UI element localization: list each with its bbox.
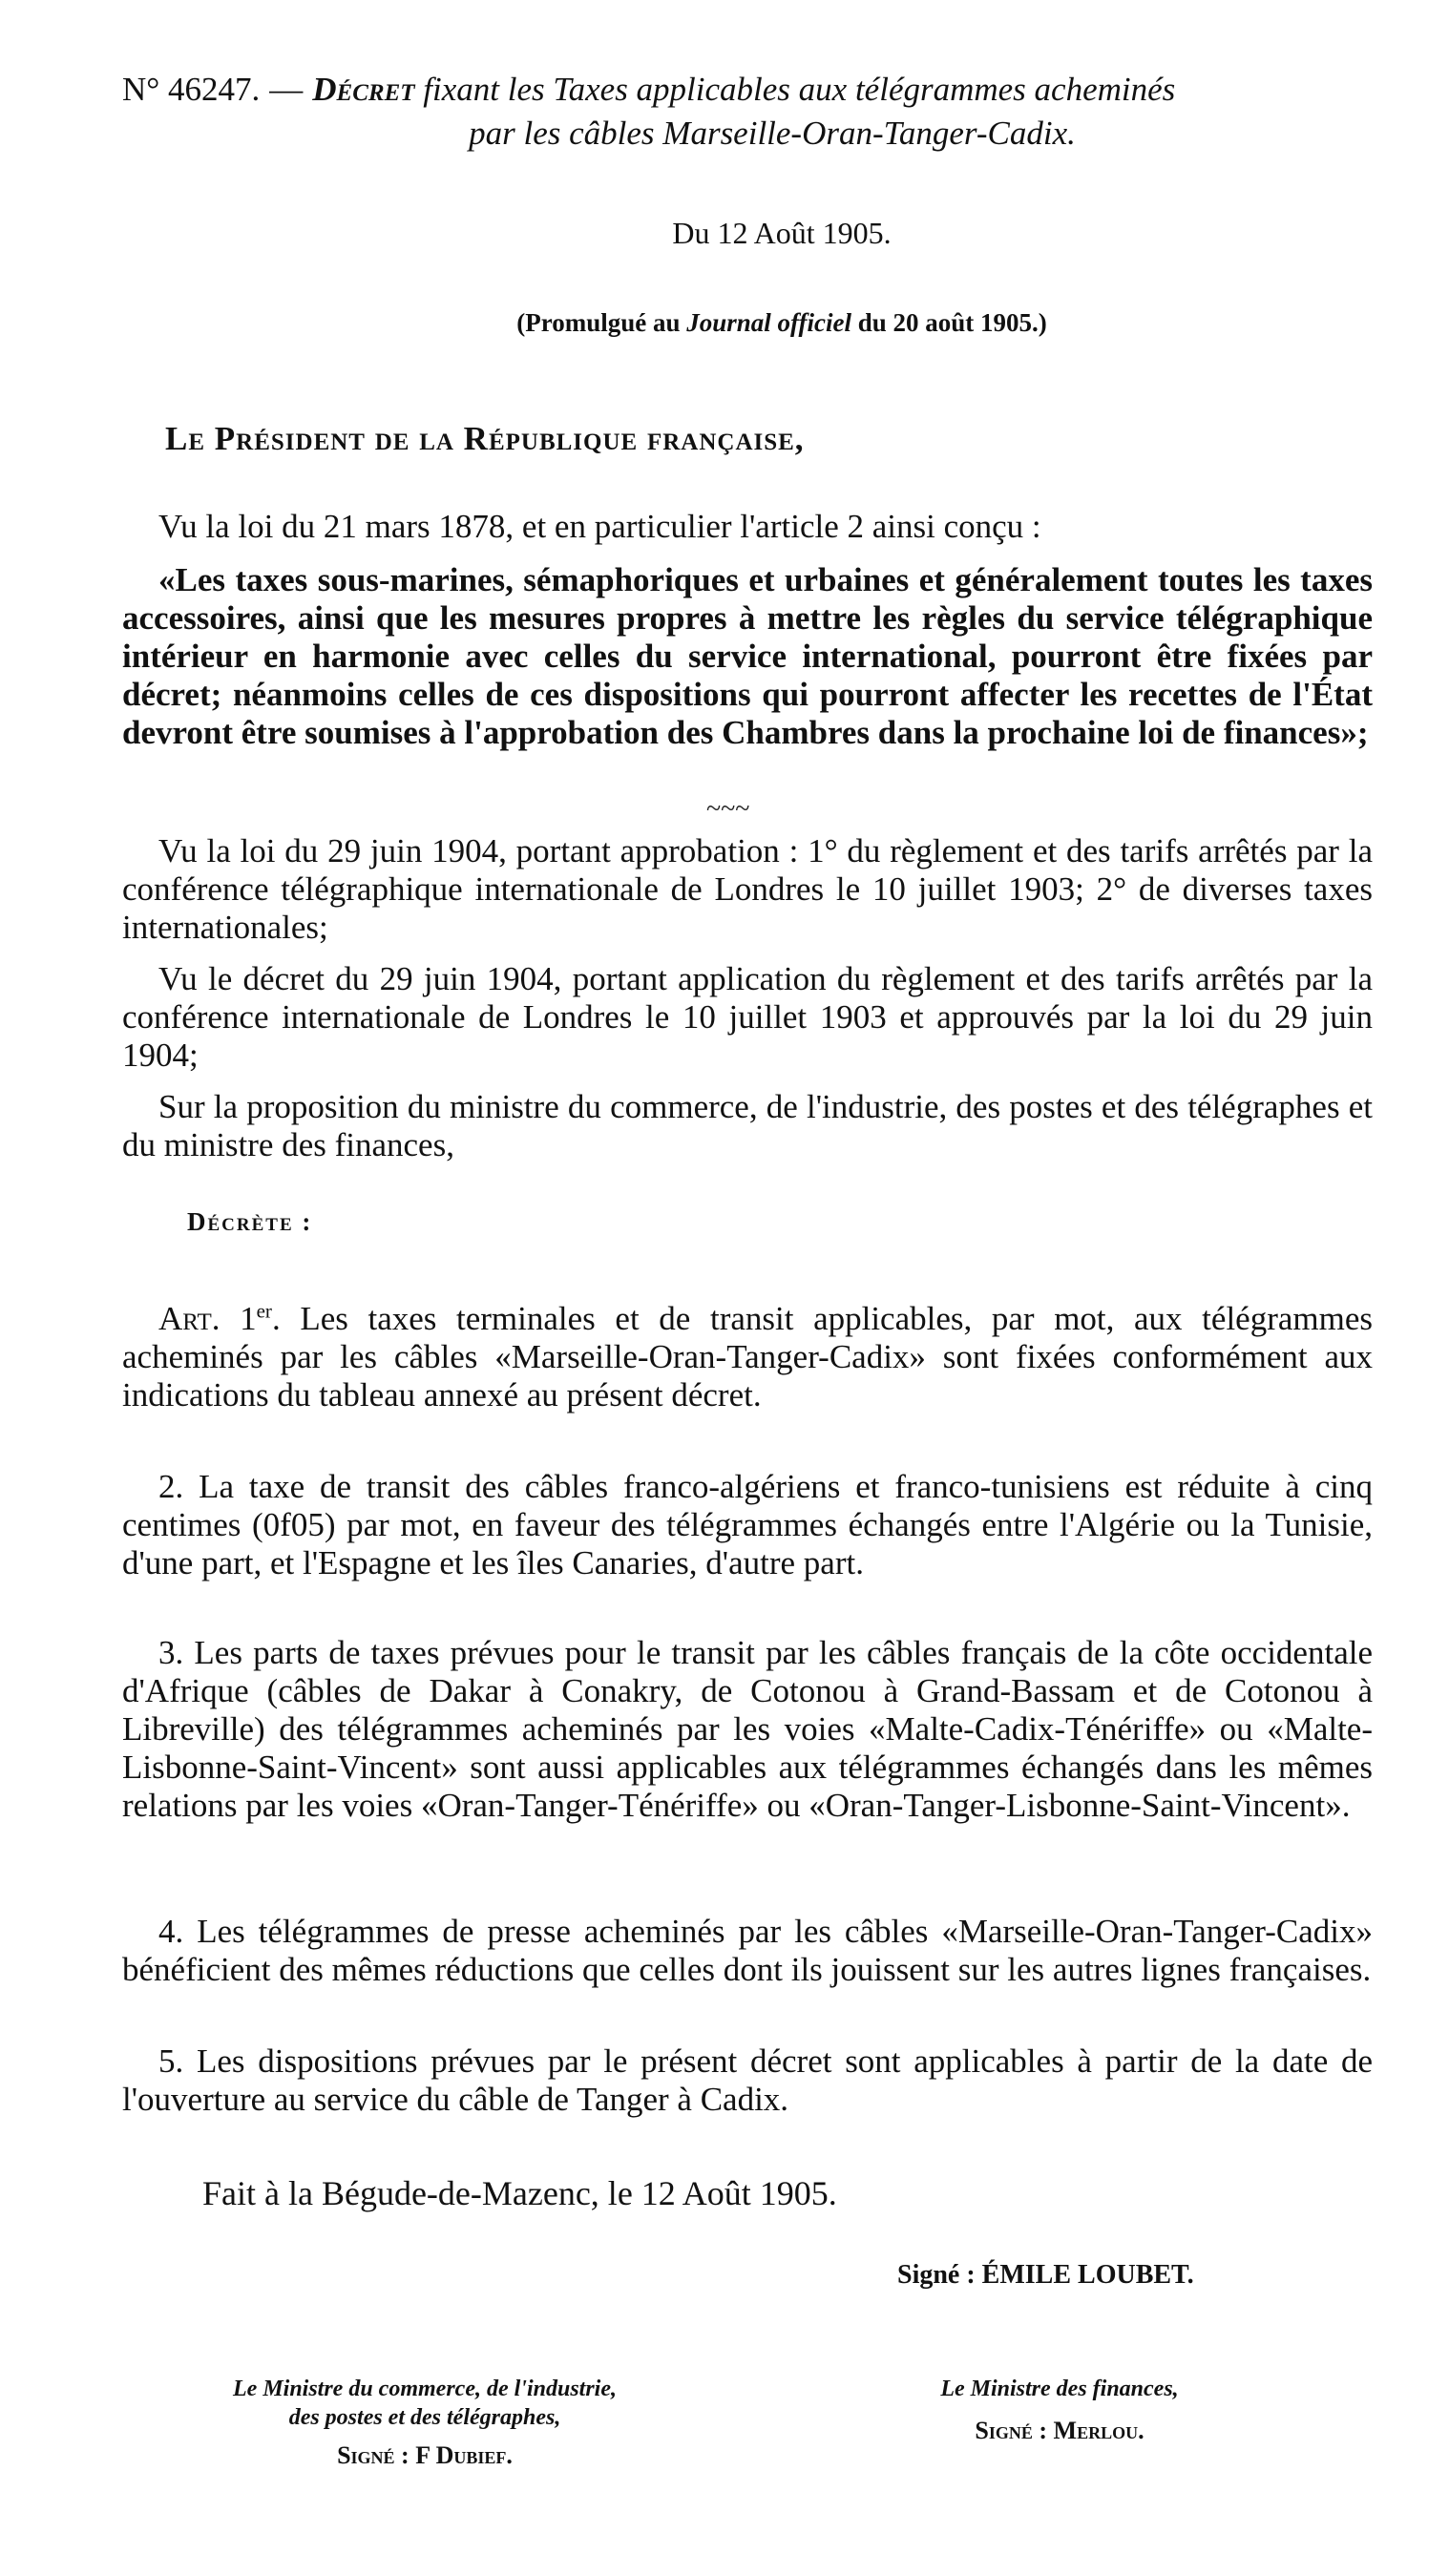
journal-officiel: Journal officiel — [686, 308, 851, 337]
minister-finances-line1: Le Ministre des finances, — [940, 2377, 1179, 2401]
proposition: Sur la proposition du ministre du commerce, de l'industrie, des postes et des télégraphes et du ministre des finances, — [122, 1088, 1373, 1163]
decree-number: N° 46247. — [122, 71, 261, 108]
president-heading: Le Président de la République française, — [165, 420, 805, 457]
article-1-label: Art. 1 — [158, 1300, 257, 1337]
decree-heading — [122, 69, 1382, 111]
article-4: 4. Les télégrammes de presse acheminés par les câbles «Marseille-Oran-Tanger-Cadix» bénéficient des mêmes réductions que celles dont ils jouissent sur les autres lignes françaises. — [122, 1913, 1373, 1988]
decree-word: Décret — [312, 71, 415, 108]
quoted-article: «Les taxes sous-marines, sémaphoriques et urbaines et généralement toutes les taxes accessoires, ainsi que les mesures propres à mettre les règles du service télégraphique intérieur en harmonie avec celles du service international, pourront être fixées par décret; néanmoins celles de ces dispositions qui pourront affecter les recettes de l'État devront être soumises à l'approbation des Chambres dans la prochaine loi de finances»; — [122, 561, 1373, 751]
minister-finances-signature: Signé : Merlou. — [975, 2417, 1144, 2444]
heading-dash: — — [269, 71, 304, 108]
article-1 — [122, 1300, 1373, 1414]
fait-a-line: Fait à la Bégude-de-Mazenc, le 12 Août 1905. — [202, 2174, 837, 2212]
promulgation-note — [0, 305, 1449, 340]
decree-title-line2: par les câbles Marseille-Oran-Tanger-Cadix. — [469, 115, 1076, 152]
minister-commerce-line1: Le Ministre du commerce, de l'industrie, — [233, 2377, 617, 2401]
article-3: 3. Les parts de taxes prévues pour le transit par les câbles français de la côte occidentale d'Afrique (câbles de Dakar à Conakry, de Cotonou à Grand-Bassam et de Cotonou à Libreville) des télégrammes acheminés par les voies «Malte-Cadix-Ténériffe» ou «Malte-Lisbonne-Saint-Vincent» sont aussi applicables aux télégrammes échangés dans les mêmes relations par les voies «Oran-Tanger-Ténériffe» ou «Oran-Tanger-Lisbonne-Saint-Vincent». — [122, 1634, 1373, 1824]
decrete-heading: Décrète : — [187, 1207, 313, 1236]
decree-date: Du 12 Août 1905. — [672, 216, 892, 250]
article-5: 5. Les dispositions prévues par le présent décret sont applicables à partir de la date de l'ouverture au service du câble de Tanger à Cadix. — [122, 2042, 1373, 2118]
article-2: 2. La taxe de transit des câbles franco-algériens et franco-tunisiens est réduite à cinq centimes (0f05) par mot, en faveur des télégrammes échangés entre l'Algérie ou la Tunisie, d'une part, et l'Espagne et les îles Canaries, d'autre part. — [122, 1468, 1373, 1581]
minister-commerce-block — [115, 2375, 735, 2470]
vu-loi-1904: Vu la loi du 29 juin 1904, portant approbation : 1° du règlement et des tarifs arrêtés par la conférence télégraphique internationale de Londres le 10 juillet 1903; 2° de diverses taxes internationales; — [122, 832, 1373, 946]
minister-commerce-line2: des postes et des télégraphes, — [288, 2405, 561, 2430]
article-1-text: . Les taxes terminales et de transit applicables, par mot, aux télégrammes acheminés par les câbles «Marseille-Oran-Tanger-Cadix» sont fixées conformément aux indications du tableau annexé au présent décret. — [122, 1300, 1373, 1414]
promulgation-open: (Promulgué au — [516, 308, 687, 337]
article-1-sup: er — [256, 1299, 272, 1323]
ornament-separator: ~~~ — [706, 794, 750, 824]
vu-decret-1904: Vu le décret du 29 juin 1904, portant application du règlement et des tarifs arrêtés par la conférence internationale de Londres le 10 juillet 1903 et approuvés par la loi du 29 juin 1904; — [122, 960, 1373, 1074]
decree-title-line1: fixant les Taxes applicables aux télégrammes acheminés — [423, 71, 1176, 108]
minister-commerce-signature: Signé : F Dubief. — [337, 2441, 513, 2469]
vu-loi-1878: Vu la loi du 21 mars 1878, et en particulier l'article 2 ainsi conçu : — [158, 508, 1041, 545]
president-signature: Signé : ÉMILE LOUBET. — [897, 2260, 1194, 2290]
promulgation-close: du 20 août 1905.) — [851, 308, 1047, 337]
minister-finances-block — [859, 2375, 1260, 2445]
